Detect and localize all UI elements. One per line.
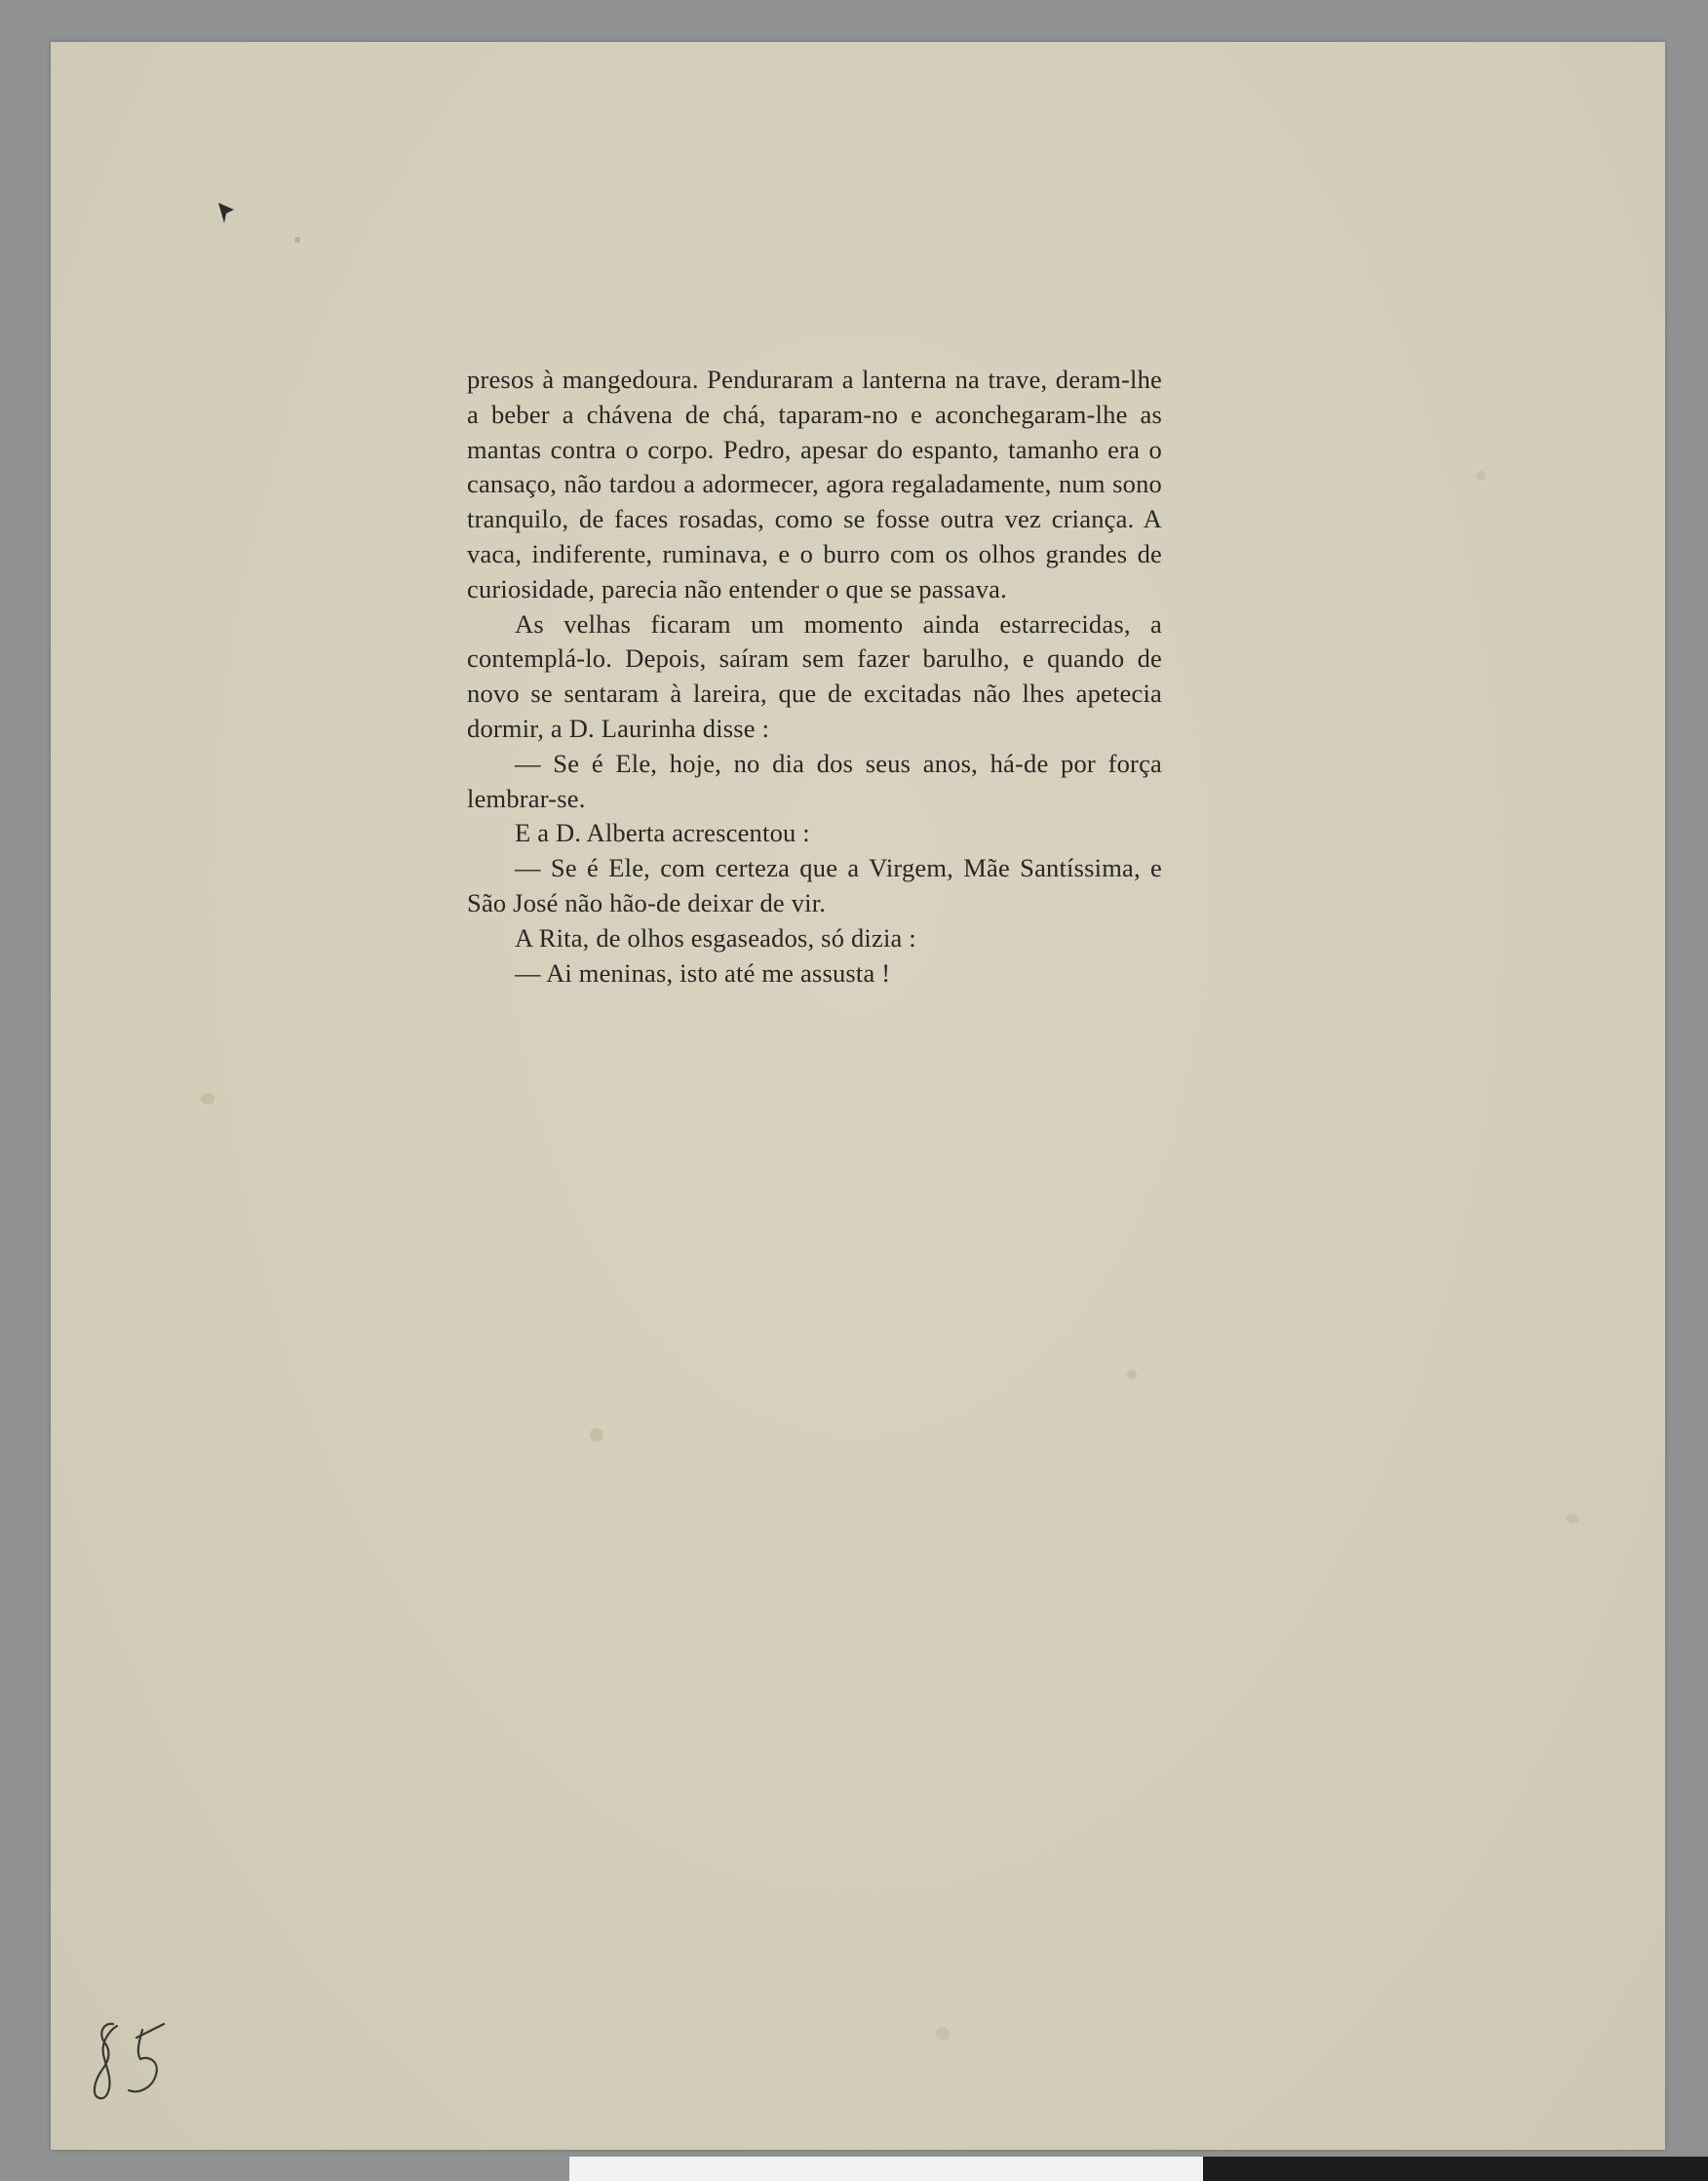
handwritten-page-number xyxy=(84,2016,201,2104)
dialogue-rita: — Ai meninas, isto até me assusta ! xyxy=(515,957,891,988)
paper-page xyxy=(51,42,1665,2150)
paragraph-alberta-intro: E a D. Alberta acrescentou : xyxy=(515,818,810,848)
dialogue-alberta: — Se é Ele, com certeza que a Virgem, Mãe Santíssima, e São José não hão-de deixar de vir. xyxy=(467,853,1162,917)
scale-ruler-dark xyxy=(1203,2157,1708,2181)
paragraph-1: presos à mangedoura. Penduraram a lanterna na trave, deram-lhe a beber a chávena de chá, taparam-no e aconchegaram-lhe as mantas contra o corpo. Pedro, apesar do espanto, tamanho era o cansaço, não tardou a adormecer, agora regaladamente, num sono tranquilo, de faces rosadas, como se fosse outra vez criança. A vaca, indiferente, ruminava, e o burro com os olhos grandes de curiosidade, parecia não entender o que se passava. xyxy=(467,365,1162,604)
body-text xyxy=(467,363,1162,991)
scale-ruler-light xyxy=(569,2157,1203,2181)
paragraph-2: As velhas ficaram um momento ainda estarrecidas, a contemplá-lo. Depois, saíram sem fazer barulho, e quando de novo se sentaram à lareira, que de excitadas não lhes apetecia dormir, a D. Laurinha disse : xyxy=(467,608,1162,743)
dialogue-laurinha: — Se é Ele, hoje, no dia dos seus anos, há-de por força lembrar-se. xyxy=(467,748,1162,813)
corner-ink-mark xyxy=(216,200,244,227)
paragraph-rita-intro: A Rita, de olhos esgaseados, só dizia : xyxy=(515,922,916,953)
